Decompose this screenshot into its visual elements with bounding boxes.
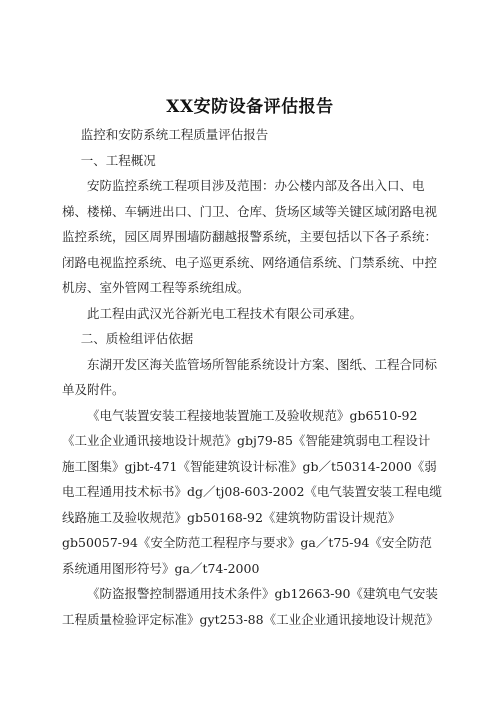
- basis-paragraph-1: 东湖开发区海关监管场所智能系统设计方案、图纸、工程合同标单及附件。: [62, 356, 438, 397]
- section-heading-basis: 二、质检组评估依据: [80, 331, 194, 346]
- overview-paragraph: 安防监控系统工程项目涉及范围：办公楼内部及各出入口、电梯、楼梯、车辆进出口、门卫、仓库、货场区域等关键区域闭路电视监控系统，园区周界围墙防翻越报警系统，主要包括以下各子系统：闭路电视监控系统、电子巡更系统、网络通信系统、门禁系统、中控机房、室外管网工程等系统组成。: [62, 178, 438, 295]
- document-subtitle: 监控和安防系统工程质量评估报告: [80, 127, 269, 142]
- document-title: XX安防设备评估报告: [166, 97, 334, 117]
- document-body: [62, 122, 442, 632]
- section-heading-overview: 一、工程概况: [80, 152, 156, 168]
- basis-paragraph-2: 《电气装置安装工程接地装置施工及验收规范》gb6510-92《工业企业通讯接地设计规范》gbj79-85《智能建筑弱电工程设计施工图集》gjbt-471《智能建筑设计标准》gb／t50314-2000《弱电工程通用技术标书》dg／tj08-603-2002《电气装置安装工程电缆线路施工及验收规范》gb50168-92《建筑物防雷设计规范》gb50057-94《安全防范工程程序与要求》ga／t75-94《安全防范系统通用图形符号》ga／t74-2000: [62, 407, 442, 576]
- contractor-paragraph: 此工程由武汉光谷新光电工程技术有限公司承建。: [87, 305, 363, 321]
- basis-paragraph-3: 《防盗报警控制器通用技术条件》gb12663-90《建筑电气安装工程质量检验评定标准》gyt253-88《工业企业通讯接地设计规范》: [62, 586, 439, 627]
